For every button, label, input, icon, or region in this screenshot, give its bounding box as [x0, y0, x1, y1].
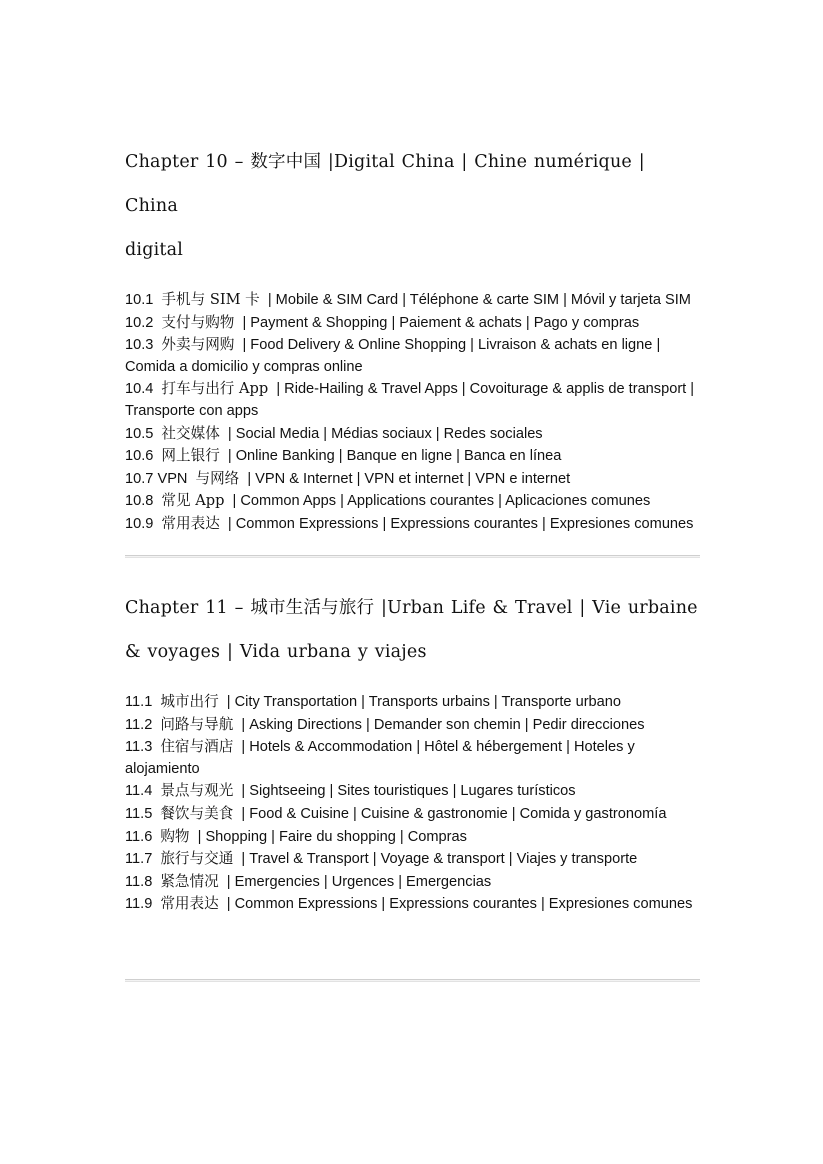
toc-item[interactable] — [125, 445, 700, 468]
toc-item[interactable] — [125, 691, 700, 714]
toc-item-chinese: 城市出行 — [160, 693, 219, 710]
toc-item[interactable] — [125, 803, 700, 826]
toc-item[interactable] — [125, 312, 700, 335]
toc-item-number: 11.4 — [125, 783, 153, 800]
chapter-10 — [125, 140, 700, 536]
toc-item-number: 11.6 — [125, 828, 153, 845]
toc-item-chinese: 餐饮与美食 — [160, 804, 234, 822]
toc-item[interactable] — [125, 289, 700, 312]
toc-item-number: 10.2 — [125, 314, 154, 331]
chapter-title-line-1: Chapter 10 – 数字中国 |Digital China | Chine numérique | China — [125, 152, 645, 216]
toc-item[interactable] — [125, 468, 700, 491]
toc-item-chinese: 外卖与网购 — [161, 336, 235, 354]
chapter-11 — [125, 586, 700, 916]
toc-item-chinese: 打车与出行 App — [161, 380, 269, 398]
toc-item[interactable] — [125, 893, 700, 916]
toc-item[interactable] — [125, 423, 700, 446]
toc-item-translations: | VPN & Internet | VPN et internet | VPN e internet — [247, 470, 571, 487]
toc-item-translations: | Food & Cuisine | Cuisine & gastronomie | Comida y gastronomía — [241, 805, 667, 822]
toc-item[interactable] — [125, 736, 700, 780]
toc-item-translations: | Common Expressions | Expressions courantes | Expresiones comunes — [227, 515, 694, 532]
toc-item[interactable] — [125, 334, 700, 378]
chapter-title-line-2: & voyages | Vida urbana y viajes — [125, 642, 427, 662]
toc-item-translations: | Ride-Hailing & Travel Apps | Covoiturage & applis de transport | Transporte con apps — [125, 381, 695, 419]
toc-item-chinese: 购物 — [160, 827, 190, 845]
toc-item-number: 11.1 — [125, 694, 153, 710]
toc-item-number: 10.3 — [125, 337, 154, 354]
toc-item-number: 10.8 — [125, 493, 154, 510]
toc-item-translations: | Shopping | Faire du shopping | Compras — [197, 828, 467, 845]
toc-item-translations: | Sightseeing | Sites touristiques | Lugares turísticos — [241, 783, 576, 800]
section-divider — [125, 555, 700, 558]
toc-item-number: 11.8 — [125, 873, 153, 890]
toc-item[interactable] — [125, 490, 700, 513]
toc-item-translations: | Online Banking | Banque en ligne | Banca en línea — [227, 448, 562, 465]
toc-item-number: 11.3 — [125, 739, 153, 756]
toc-item[interactable] — [125, 378, 700, 422]
toc-item-translations: | Common Expressions | Expressions courantes | Expresiones comunes — [226, 896, 693, 913]
toc-item-translations: | Food Delivery & Online Shopping | Livraison & achats en ligne | Comida a domicilio y compras online — [125, 337, 661, 375]
toc-item-translations: | Asking Directions | Demander son chemin | Pedir direcciones — [241, 716, 645, 733]
toc-item-number: 10.7 VPN — [125, 470, 188, 487]
toc-item-chinese: 网上银行 — [161, 447, 220, 465]
toc-item[interactable] — [125, 513, 700, 536]
chapter-title-line-2: digital — [125, 240, 184, 260]
toc-item[interactable] — [125, 848, 700, 871]
toc-item-chinese: 常用表达 — [160, 895, 219, 913]
chapter-title-line-1: Chapter 11 – 城市生活与旅行 |Urban Life & Travel | Vie urbaine — [125, 598, 698, 618]
toc-item-chinese: 景点与观光 — [160, 782, 234, 800]
toc-item-number: 10.5 — [125, 425, 154, 442]
section-divider — [125, 979, 700, 982]
chapter-title — [125, 140, 700, 272]
toc-item-translations: | Hotels & Accommodation | Hôtel & hébergement | Hoteles y alojamiento — [125, 739, 635, 777]
toc-list — [125, 691, 700, 916]
toc-item-number: 10.1 — [125, 292, 154, 308]
toc-item-translations: | Mobile & SIM Card | Téléphone & carte SIM | Móvil y tarjeta SIM — [267, 292, 691, 308]
toc-item-chinese: 支付与购物 — [161, 313, 235, 331]
toc-item-chinese: 紧急情况 — [160, 872, 219, 890]
toc-item-number: 11.2 — [125, 716, 153, 733]
toc-item-translations: | Common Apps | Applications courantes | Aplicaciones comunes — [232, 493, 651, 510]
toc-item[interactable] — [125, 714, 700, 737]
toc-item-translations: | Travel & Transport | Voyage & transport | Viajes y transporte — [241, 851, 638, 868]
toc-item-chinese: 手机与 SIM 卡 — [161, 291, 260, 308]
toc-item-chinese: 与网络 — [195, 469, 240, 487]
toc-item-chinese: 社交媒体 — [161, 424, 220, 442]
toc-item-number: 10.4 — [125, 381, 154, 398]
toc-item-number: 11.7 — [125, 851, 153, 868]
toc-item[interactable] — [125, 826, 700, 849]
toc-item[interactable] — [125, 871, 700, 894]
toc-item-chinese: 旅行与交通 — [160, 850, 234, 868]
toc-item-chinese: 问路与导航 — [160, 715, 234, 733]
toc-item-number: 11.5 — [125, 805, 153, 822]
chapter-title — [125, 586, 700, 674]
toc-item-translations: | City Transportation | Transports urbains | Transporte urbano — [226, 694, 622, 710]
toc-item-translations: | Social Media | Médias sociaux | Redes sociales — [227, 425, 543, 442]
toc-item-chinese: 常见 App — [161, 492, 225, 510]
toc-list — [125, 289, 700, 536]
toc-item[interactable] — [125, 780, 700, 803]
toc-item-chinese: 住宿与酒店 — [160, 738, 234, 756]
toc-item-number: 11.9 — [125, 896, 153, 913]
toc-item-number: 10.9 — [125, 515, 154, 532]
toc-item-translations: | Emergencies | Urgences | Emergencias — [226, 873, 492, 890]
toc-item-chinese: 常用表达 — [161, 514, 220, 532]
toc-item-number: 10.6 — [125, 448, 154, 465]
toc-item-translations: | Payment & Shopping | Paiement & achats | Pago y compras — [242, 314, 640, 331]
